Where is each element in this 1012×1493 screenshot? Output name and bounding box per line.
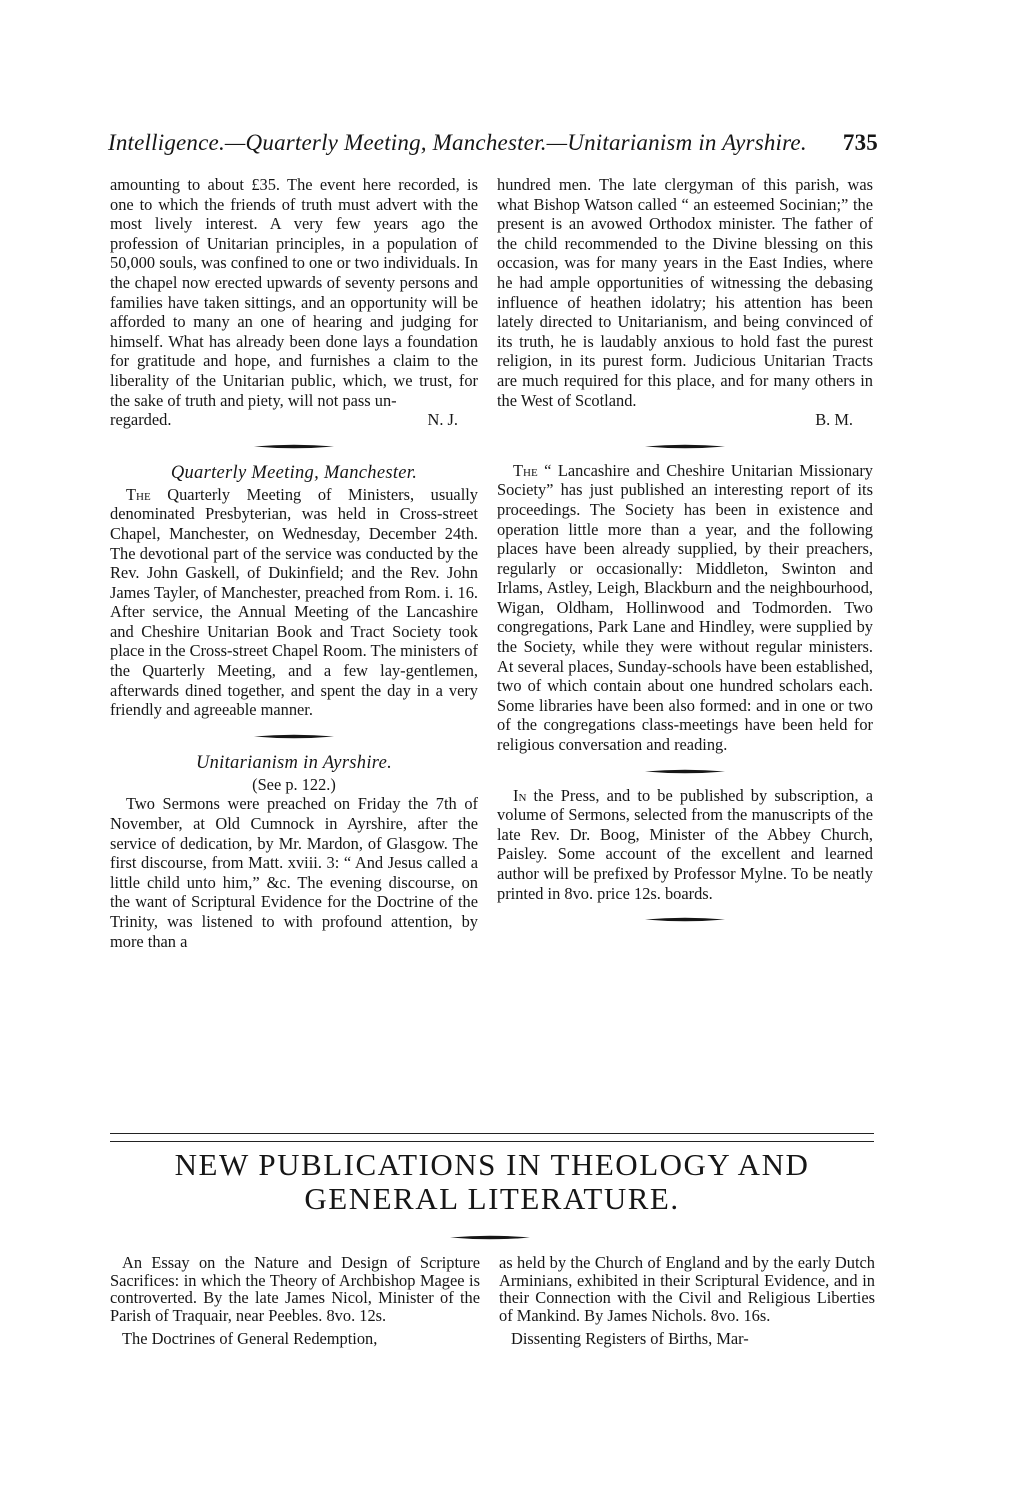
article-body-in-the-press: [497, 786, 873, 904]
separator-ornament: [450, 1235, 530, 1240]
section-double-rule: [110, 1133, 874, 1142]
article-title-quarterly-meeting: Quarterly Meeting, Manchester.: [170, 462, 418, 483]
article-title-unitarianism-ayrshire: Unitarianism in Ayrshire.: [195, 752, 393, 773]
article-subtitle-reference: (See p. 122.): [252, 774, 336, 794]
publications-right-column: [499, 1254, 875, 1348]
right-column: [497, 175, 873, 934]
article-text: “ Lancashire and Cheshire Unitarian Missionary Society” has just published an interesting report of its proceedings. The Society has been in existence and operation little more than a year, and the following places have been already supplied, by their preachers, regularly or occasionally: Middleton, Swinton and Irlams, Astley, Leigh, Blackburn and the neighbourhood, Wigan, Oldham, Hollinwood and Todmorden. Two congregations, Park Lane and Hindley, were supplied by the Society, while they were without regular ministers. At several places, Sunday-schools have been established, two of which contain about one hundred scholars each. Some libraries have been also formed: and in one or two of the congregations class-meetings have been held for religious conversation and reading.: [497, 460, 873, 755]
publications-left-column: [110, 1254, 480, 1348]
left-paragraph-1: amounting to about £35. The event here recorded, is one to which the friends of truth must advert with the most lively interest. A very few years ago the profession of Unitarian principles, in a population of 50,000 souls, was confined to one or two individuals. In the chapel now erected upwards of seventy persons and families have taken sittings, and an opportunity will be afforded to many an one of hearing and judging for himself. What has already been done lays a foundation for gratitude and hope, and furnishes a claim to the liberality of the Unitarian public, which, we trust, for the sake of truth and piety, will not pass un-: [110, 175, 478, 410]
signature-bm: B. M.: [815, 410, 853, 430]
left-column: [110, 175, 478, 951]
section-heading-line-1: NEW PUBLICATIONS IN THEOLOGY AND: [174, 1147, 810, 1182]
separator-ornament: [254, 734, 334, 739]
running-head-title: Intelligence.—Quarterly Meeting, Manchester.—Unitarianism in Ayrshire.: [108, 130, 807, 155]
separator-ornament: [645, 769, 725, 774]
article-text: Quarterly Meeting of Ministers, usually denominated Presbyterian, was held in Cross-street Chapel, Manchester, on Wednesday, December 24th. The devotional part of the service was conducted by the Rev. John Gaskell, of Dukinfield; and the Rev. John James Tayler, of Manchester, preached from Rom. i. 16. After service, the Annual Meeting of the Lancashire and Cheshire Unitarian Book and Tract Society took place in the Cross-street Chapel Room. The ministers of the Quarterly Meeting, and a few lay-gentlemen, afterwards dined together, and spent the day in a very friendly and agreeable manner.: [110, 484, 478, 720]
lead-word: The: [126, 484, 151, 504]
section-heading: [110, 1148, 874, 1216]
signature-line-nj: [110, 410, 478, 430]
signature-nj: N. J.: [427, 410, 458, 430]
separator-ornament: [254, 444, 334, 449]
publication-entry-continued: as held by the Church of England and by the early Dutch Arminians, exhibited in their Scriptural Evidence, and in their Connection with the Civil and Religious Liberties of Mankind. By James Nichols. 8vo. 16s.: [499, 1253, 875, 1325]
publication-entry: Dissenting Registers of Births, Mar-: [511, 1329, 749, 1348]
running-head: [108, 130, 878, 156]
separator-ornament: [645, 444, 725, 449]
section-heading-line-2: GENERAL LITERATURE.: [304, 1181, 680, 1216]
publication-entry: An Essay on the Nature and Design of Scripture Sacrifices: in which the Theory of Archbishop Magee is controverted. By the late James Nicol, Minister of the Parish of Traquair, near Peebles. 8vo. 12s.: [110, 1253, 480, 1325]
right-paragraph-1: hundred men. The late clergyman of this parish, was what Bishop Watson called “ an esteemed Socinian;” the present is an avowed Orthodox minister. The father of the child recommended to the Divine blessing on this occasion, was for many years in the East Indies, where he had ample opportunities of witnessing the debasing influence of heathen idolatry; his attention has been lately directed to Unitarianism, and being convinced of its truth, he is laudably anxious to hold fast the purest religion, in its purest form. Judicious Unitarian Tracts are much required for this place, and for many others in the West of Scotland.: [497, 175, 873, 410]
publication-entry: The Doctrines of General Redemption,: [122, 1329, 378, 1348]
article-body-quarterly-meeting: [110, 485, 478, 720]
separator-ornament: [645, 917, 725, 922]
signature-prefix: regarded.: [110, 410, 172, 430]
article-text: the Press, and to be published by subscription, a volume of Sermons, selected from the manuscripts of the late Rev. Dr. Boog, Minister of the Abbey Church, Paisley. Some account of the excellent and learned author will be prefixed by Professor Mylne. To be neatly printed in 8vo. price 12s. boards.: [497, 785, 873, 903]
lead-word: In: [513, 785, 527, 805]
article-body-ayrshire: Two Sermons were preached on Friday the 7th of November, at Old Cumnock in Ayrshire, after the service of dedication, by Mr. Mardon, of Glasgow. The first discourse, from Matt. xviii. 3: “ And Jesus called a little child unto him,” &c. The evening discourse, on the want of Scriptural Evidence for the Doctrine of the Trinity, was listened to with profound attention, by more than a: [110, 794, 478, 951]
article-body-missionary-society: [497, 461, 873, 755]
page-number: 735: [842, 130, 878, 155]
lead-word: The: [513, 460, 538, 480]
